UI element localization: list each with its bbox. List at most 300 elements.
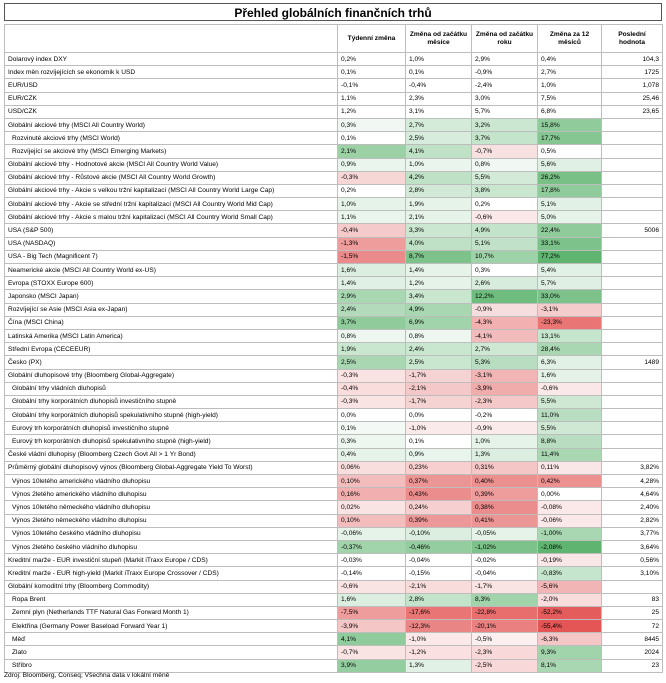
mtd-change-cell: -17,6% — [406, 606, 472, 619]
last-value-cell — [602, 316, 663, 329]
12m-change-cell: -2,0% — [538, 593, 602, 606]
row-label: Měď — [5, 633, 338, 646]
row-label: USA - Big Tech (Magnificent 7) — [5, 250, 338, 263]
mtd-change-cell: 1,4% — [406, 264, 472, 277]
row-label: Globální akciové trhy - Hodnotové akcie (MSCI All Country World Value) — [5, 158, 338, 171]
row-label: Globální trhy korporátních dluhopisů spekulativního stupně (high-yield) — [5, 409, 338, 422]
mtd-change-cell: 0,37% — [406, 475, 472, 488]
12m-change-cell: 0,42% — [538, 475, 602, 488]
weekly-change-cell: 0,9% — [338, 158, 406, 171]
12m-change-cell: 13,1% — [538, 329, 602, 342]
12m-change-cell: -1,00% — [538, 527, 602, 540]
row-label: USA (S&P 500) — [5, 224, 338, 237]
table-header-row — [5, 25, 663, 53]
ytd-change-cell: 1,3% — [472, 448, 538, 461]
last-value-cell: 8445 — [602, 633, 663, 646]
mtd-change-cell: 1,2% — [406, 277, 472, 290]
row-label: České vládní dluhopisy (Bloomberg Czech Govt All > 1 Yr Bond) — [5, 448, 338, 461]
last-value-cell — [602, 329, 663, 342]
table-row — [5, 198, 663, 211]
last-value-cell — [602, 303, 663, 316]
table-row — [5, 171, 663, 184]
12m-change-cell: 7,5% — [538, 92, 602, 105]
market-table — [4, 24, 663, 673]
weekly-change-cell: 0,10% — [338, 475, 406, 488]
ytd-change-cell: 0,39% — [472, 488, 538, 501]
row-label: Globální akciové trhy (MSCI All Country World) — [5, 118, 338, 131]
weekly-change-cell: 1,4% — [338, 277, 406, 290]
report-title: Přehled globálních finančních trhů — [4, 3, 662, 21]
table-row — [5, 184, 663, 197]
mtd-change-cell: 2,5% — [406, 132, 472, 145]
row-label: Výnos 10letého amerického vládního dluhopisu — [5, 475, 338, 488]
weekly-change-cell: 1,0% — [338, 198, 406, 211]
last-value-cell: 1,078 — [602, 79, 663, 92]
mtd-change-cell: 0,8% — [406, 329, 472, 342]
ytd-change-cell: 3,7% — [472, 132, 538, 145]
table-row — [5, 369, 663, 382]
mtd-change-cell: -0,4% — [406, 79, 472, 92]
last-value-cell: 23,65 — [602, 105, 663, 118]
mtd-change-cell: 2,5% — [406, 356, 472, 369]
weekly-change-cell: 0,10% — [338, 514, 406, 527]
row-label: Výnos 10letého německého vládního dluhopisu — [5, 501, 338, 514]
ytd-change-cell: -3,1% — [472, 369, 538, 382]
12m-change-cell: 0,11% — [538, 461, 602, 474]
row-label: Výnos 2letého německého vládního dluhopisu — [5, 514, 338, 527]
table-row — [5, 329, 663, 342]
weekly-change-cell: -3,9% — [338, 620, 406, 633]
mtd-change-cell: -1,7% — [406, 395, 472, 408]
weekly-change-cell: 0,3% — [338, 118, 406, 131]
table-row — [5, 606, 663, 619]
row-label: Globální akciové trhy - Růstové akcie (MSCI All Country World Growth) — [5, 171, 338, 184]
12m-change-cell: 8,1% — [538, 659, 602, 672]
ytd-change-cell: 2,7% — [472, 343, 538, 356]
row-label: Střední Evropa (CECEEUR) — [5, 343, 338, 356]
table-row — [5, 237, 663, 250]
row-label: Evropa (STOXX Europe 600) — [5, 277, 338, 290]
ytd-change-cell: 5,7% — [472, 105, 538, 118]
mtd-change-cell: -0,15% — [406, 567, 472, 580]
weekly-change-cell: -7,5% — [338, 606, 406, 619]
last-value-cell: 2,82% — [602, 514, 663, 527]
ytd-change-cell: 4,9% — [472, 224, 538, 237]
table-row — [5, 646, 663, 659]
weekly-change-cell: 0,02% — [338, 501, 406, 514]
weekly-change-cell: -0,3% — [338, 171, 406, 184]
row-label: Ropa Brent — [5, 593, 338, 606]
ytd-change-cell: 5,3% — [472, 356, 538, 369]
header-12m: Změna za 12 měsíců — [538, 25, 602, 53]
table-row — [5, 290, 663, 303]
last-value-cell: 2,40% — [602, 501, 663, 514]
source-note: Zdroj: Bloomberg, Conseq; Všechna data v lokální měně — [4, 672, 170, 679]
table-row — [5, 132, 663, 145]
mtd-change-cell: 2,7% — [406, 118, 472, 131]
last-value-cell — [602, 382, 663, 395]
mtd-change-cell: 0,23% — [406, 461, 472, 474]
mtd-change-cell: -0,46% — [406, 540, 472, 553]
last-value-cell — [602, 184, 663, 197]
ytd-change-cell: -0,7% — [472, 145, 538, 158]
row-label: Kreditní marže - EUR investiční stupeň (Markit iTraxx Europe / CDS) — [5, 554, 338, 567]
row-label: Latinská Amerika (MSCI Latin America) — [5, 329, 338, 342]
weekly-change-cell: -0,37% — [338, 540, 406, 553]
last-value-cell: 25 — [602, 606, 663, 619]
last-value-cell — [602, 395, 663, 408]
row-label: EUR/USD — [5, 79, 338, 92]
header-mtd: Změna od začátku měsíce — [406, 25, 472, 53]
row-label: Zemní plyn (Netherlands TTF Natural Gas Forward Month 1) — [5, 606, 338, 619]
ytd-change-cell: 0,41% — [472, 514, 538, 527]
12m-change-cell: -0,08% — [538, 501, 602, 514]
last-value-cell: 72 — [602, 620, 663, 633]
12m-change-cell: 0,5% — [538, 145, 602, 158]
mtd-change-cell: 0,9% — [406, 448, 472, 461]
ytd-change-cell: -2,4% — [472, 79, 538, 92]
12m-change-cell: 5,0% — [538, 211, 602, 224]
table-row — [5, 501, 663, 514]
12m-change-cell: -55,4% — [538, 620, 602, 633]
last-value-cell: 104,3 — [602, 53, 663, 66]
last-value-cell: 1725 — [602, 66, 663, 79]
table-row — [5, 53, 663, 66]
12m-change-cell: -23,3% — [538, 316, 602, 329]
ytd-change-cell: -4,3% — [472, 316, 538, 329]
table-row — [5, 567, 663, 580]
12m-change-cell: 5,4% — [538, 264, 602, 277]
mtd-change-cell: 1,0% — [406, 53, 472, 66]
header-last: Poslední hodnota — [602, 25, 663, 53]
weekly-change-cell: 0,1% — [338, 66, 406, 79]
last-value-cell — [602, 171, 663, 184]
table-row — [5, 250, 663, 263]
ytd-change-cell: -0,9% — [472, 422, 538, 435]
12m-change-cell: 5,7% — [538, 277, 602, 290]
row-label: Rozvíjející se akciové trhy (MSCI Emerging Markets) — [5, 145, 338, 158]
ytd-change-cell: 12,2% — [472, 290, 538, 303]
ytd-change-cell: -0,9% — [472, 66, 538, 79]
row-label: Výnos 2letého českého vládního dluhopisu — [5, 540, 338, 553]
weekly-change-cell: -0,6% — [338, 580, 406, 593]
row-label: Zlato — [5, 646, 338, 659]
weekly-change-cell: 2,9% — [338, 290, 406, 303]
row-label: Dolarový index DXY — [5, 53, 338, 66]
weekly-change-cell: 3,7% — [338, 316, 406, 329]
row-label: Globální trhy korporátních dluhopisů investičního stupně — [5, 395, 338, 408]
last-value-cell — [602, 343, 663, 356]
ytd-change-cell: 0,8% — [472, 158, 538, 171]
ytd-change-cell: -0,6% — [472, 211, 538, 224]
12m-change-cell: 9,3% — [538, 646, 602, 659]
weekly-change-cell: -0,3% — [338, 369, 406, 382]
ytd-change-cell: 0,2% — [472, 198, 538, 211]
table-row — [5, 316, 663, 329]
ytd-change-cell: 3,0% — [472, 92, 538, 105]
table-row — [5, 593, 663, 606]
mtd-change-cell: 3,1% — [406, 105, 472, 118]
row-label: Kreditní marže - EUR high-yield (Markit iTraxx Europe Crossover / CDS) — [5, 567, 338, 580]
12m-change-cell: 11,0% — [538, 409, 602, 422]
ytd-change-cell: 2,6% — [472, 277, 538, 290]
mtd-change-cell: 4,1% — [406, 145, 472, 158]
12m-change-cell: -6,3% — [538, 633, 602, 646]
ytd-change-cell: -20,1% — [472, 620, 538, 633]
last-value-cell — [602, 250, 663, 263]
weekly-change-cell: -1,3% — [338, 237, 406, 250]
ytd-change-cell: -22,8% — [472, 606, 538, 619]
weekly-change-cell: -0,03% — [338, 554, 406, 567]
weekly-change-cell: -0,7% — [338, 646, 406, 659]
12m-change-cell: -3,1% — [538, 303, 602, 316]
weekly-change-cell: 0,4% — [338, 448, 406, 461]
12m-change-cell: 1,0% — [538, 79, 602, 92]
weekly-change-cell: 0,2% — [338, 53, 406, 66]
row-label: Česko (PX) — [5, 356, 338, 369]
ytd-change-cell: 5,5% — [472, 171, 538, 184]
ytd-change-cell: 3,2% — [472, 118, 538, 131]
ytd-change-cell: 0,38% — [472, 501, 538, 514]
table-row — [5, 514, 663, 527]
weekly-change-cell: 4,1% — [338, 633, 406, 646]
12m-change-cell: 33,1% — [538, 237, 602, 250]
12m-change-cell: -52,2% — [538, 606, 602, 619]
row-label: Výnos 2letého amerického vládního dluhopisu — [5, 488, 338, 501]
table-row — [5, 343, 663, 356]
ytd-change-cell: 2,9% — [472, 53, 538, 66]
mtd-change-cell: -2,1% — [406, 580, 472, 593]
ytd-change-cell: -0,05% — [472, 527, 538, 540]
12m-change-cell: 28,4% — [538, 343, 602, 356]
mtd-change-cell: 2,3% — [406, 92, 472, 105]
table-row — [5, 277, 663, 290]
weekly-change-cell: 1,2% — [338, 105, 406, 118]
last-value-cell: 3,10% — [602, 567, 663, 580]
mtd-change-cell: -0,04% — [406, 554, 472, 567]
last-value-cell — [602, 448, 663, 461]
ytd-change-cell: -0,9% — [472, 303, 538, 316]
ytd-change-cell: 0,31% — [472, 461, 538, 474]
table-row — [5, 633, 663, 646]
12m-change-cell: 6,8% — [538, 105, 602, 118]
last-value-cell: 4,64% — [602, 488, 663, 501]
12m-change-cell: 2,7% — [538, 66, 602, 79]
table-row — [5, 461, 663, 474]
12m-change-cell: 0,00% — [538, 488, 602, 501]
row-label: EUR/CZK — [5, 92, 338, 105]
12m-change-cell: -2,08% — [538, 540, 602, 553]
weekly-change-cell: 2,1% — [338, 145, 406, 158]
mtd-change-cell: 0,43% — [406, 488, 472, 501]
12m-change-cell: 77,2% — [538, 250, 602, 263]
row-label: Výnos 10letého českého vládního dluhopisu — [5, 527, 338, 540]
table-body — [5, 53, 663, 673]
mtd-change-cell: 0,39% — [406, 514, 472, 527]
weekly-change-cell: 0,8% — [338, 329, 406, 342]
12m-change-cell: 8,8% — [538, 435, 602, 448]
mtd-change-cell: -1,7% — [406, 369, 472, 382]
12m-change-cell: 6,3% — [538, 356, 602, 369]
header-name — [5, 25, 338, 53]
ytd-change-cell: 8,3% — [472, 593, 538, 606]
mtd-change-cell: 2,8% — [406, 184, 472, 197]
weekly-change-cell: 0,2% — [338, 184, 406, 197]
mtd-change-cell: 6,9% — [406, 316, 472, 329]
table-row — [5, 224, 663, 237]
row-label: Elektřina (Germany Power Baseload Forward Year 1) — [5, 620, 338, 633]
weekly-change-cell: 0,1% — [338, 132, 406, 145]
last-value-cell: 23 — [602, 659, 663, 672]
mtd-change-cell: 0,24% — [406, 501, 472, 514]
row-label: Globální komoditní trhy (Bloomberg Commodity) — [5, 580, 338, 593]
mtd-change-cell: -1,0% — [406, 633, 472, 646]
mtd-change-cell: -1,2% — [406, 646, 472, 659]
table-row — [5, 488, 663, 501]
last-value-cell: 25,46 — [602, 92, 663, 105]
weekly-change-cell: 0,0% — [338, 409, 406, 422]
table-row — [5, 211, 663, 224]
table-row — [5, 382, 663, 395]
table-row — [5, 264, 663, 277]
weekly-change-cell: -0,14% — [338, 567, 406, 580]
last-value-cell: 3,82% — [602, 461, 663, 474]
row-label: Čína (MSCI China) — [5, 316, 338, 329]
12m-change-cell: -5,6% — [538, 580, 602, 593]
weekly-change-cell: 1,6% — [338, 593, 406, 606]
table-row — [5, 659, 663, 672]
last-value-cell — [602, 369, 663, 382]
mtd-change-cell: -1,0% — [406, 422, 472, 435]
last-value-cell — [602, 580, 663, 593]
row-label: Globální akciové trhy - Akcie se střední tržní kapitalizací (MSCI All Country World Mid Cap) — [5, 198, 338, 211]
weekly-change-cell: -0,06% — [338, 527, 406, 540]
weekly-change-cell: 1,1% — [338, 211, 406, 224]
12m-change-cell: 26,2% — [538, 171, 602, 184]
mtd-change-cell: 1,3% — [406, 659, 472, 672]
12m-change-cell: 17,7% — [538, 132, 602, 145]
mtd-change-cell: 1,9% — [406, 198, 472, 211]
table-row — [5, 527, 663, 540]
ytd-change-cell: -2,3% — [472, 395, 538, 408]
last-value-cell: 0,56% — [602, 554, 663, 567]
last-value-cell — [602, 277, 663, 290]
row-label: Průměrný globální dluhopisový výnos (Bloomberg Global-Aggregate Yield To Worst) — [5, 461, 338, 474]
table-row — [5, 475, 663, 488]
row-label: Eurový trh korporátních dluhopisů spekulativního stupně (high-yield) — [5, 435, 338, 448]
weekly-change-cell: -0,4% — [338, 382, 406, 395]
row-label: Globální akciové trhy - Akcie s malou tržní kapitalizací (MSCI All Country World Small Cap) — [5, 211, 338, 224]
row-label: Globální dluhopisové trhy (Bloomberg Global-Aggregate) — [5, 369, 338, 382]
ytd-change-cell: 1,0% — [472, 435, 538, 448]
12m-change-cell: 5,6% — [538, 158, 602, 171]
12m-change-cell: -0,6% — [538, 382, 602, 395]
12m-change-cell: 15,8% — [538, 118, 602, 131]
table-row — [5, 303, 663, 316]
ytd-change-cell: 3,8% — [472, 184, 538, 197]
last-value-cell — [602, 409, 663, 422]
table-row — [5, 435, 663, 448]
weekly-change-cell: -0,3% — [338, 395, 406, 408]
last-value-cell: 3,77% — [602, 527, 663, 540]
ytd-change-cell: 0,3% — [472, 264, 538, 277]
ytd-change-cell: -3,9% — [472, 382, 538, 395]
12m-change-cell: -0,06% — [538, 514, 602, 527]
ytd-change-cell: -1,02% — [472, 540, 538, 553]
last-value-cell — [602, 118, 663, 131]
last-value-cell — [602, 290, 663, 303]
row-label: Eurový trh korporátních dluhopisů investičního stupně — [5, 422, 338, 435]
weekly-change-cell: 2,5% — [338, 356, 406, 369]
mtd-change-cell: 0,0% — [406, 409, 472, 422]
weekly-change-cell: 0,06% — [338, 461, 406, 474]
mtd-change-cell: 4,0% — [406, 237, 472, 250]
weekly-change-cell: 0,3% — [338, 435, 406, 448]
table-row — [5, 540, 663, 553]
weekly-change-cell: 0,1% — [338, 422, 406, 435]
mtd-change-cell: 1,0% — [406, 158, 472, 171]
mtd-change-cell: 4,9% — [406, 303, 472, 316]
last-value-cell — [602, 211, 663, 224]
12m-change-cell: 0,4% — [538, 53, 602, 66]
ytd-change-cell: 5,1% — [472, 237, 538, 250]
last-value-cell — [602, 158, 663, 171]
12m-change-cell: 33,0% — [538, 290, 602, 303]
last-value-cell: 83 — [602, 593, 663, 606]
last-value-cell: 1489 — [602, 356, 663, 369]
12m-change-cell: 5,5% — [538, 422, 602, 435]
ytd-change-cell: -0,02% — [472, 554, 538, 567]
row-label: USA (NASDAQ) — [5, 237, 338, 250]
ytd-change-cell: -4,1% — [472, 329, 538, 342]
table-row — [5, 105, 663, 118]
mtd-change-cell: 3,4% — [406, 290, 472, 303]
row-label: Neamerické akcie (MSCI All Country World ex-US) — [5, 264, 338, 277]
weekly-change-cell: 1,1% — [338, 92, 406, 105]
table-row — [5, 356, 663, 369]
table-row — [5, 66, 663, 79]
mtd-change-cell: -12,3% — [406, 620, 472, 633]
last-value-cell — [602, 435, 663, 448]
weekly-change-cell: 3,9% — [338, 659, 406, 672]
mtd-change-cell: 3,3% — [406, 224, 472, 237]
mtd-change-cell: 2,1% — [406, 211, 472, 224]
last-value-cell: 3,64% — [602, 540, 663, 553]
12m-change-cell: 17,8% — [538, 184, 602, 197]
12m-change-cell: -0,19% — [538, 554, 602, 567]
mtd-change-cell: 4,2% — [406, 171, 472, 184]
12m-change-cell: 11,4% — [538, 448, 602, 461]
weekly-change-cell: -0,4% — [338, 224, 406, 237]
ytd-change-cell: -0,5% — [472, 633, 538, 646]
last-value-cell — [602, 264, 663, 277]
mtd-change-cell: -2,1% — [406, 382, 472, 395]
ytd-change-cell: 10,7% — [472, 250, 538, 263]
ytd-change-cell: -1,7% — [472, 580, 538, 593]
weekly-change-cell: 0,16% — [338, 488, 406, 501]
mtd-change-cell: 8,7% — [406, 250, 472, 263]
last-value-cell: 2024 — [602, 646, 663, 659]
12m-change-cell: 22,4% — [538, 224, 602, 237]
last-value-cell — [602, 145, 663, 158]
mtd-change-cell: 0,1% — [406, 435, 472, 448]
row-label: Globální trhy vládních dluhopisů — [5, 382, 338, 395]
last-value-cell — [602, 237, 663, 250]
table-row — [5, 145, 663, 158]
weekly-change-cell: 1,6% — [338, 264, 406, 277]
12m-change-cell: 5,1% — [538, 198, 602, 211]
table-row — [5, 79, 663, 92]
